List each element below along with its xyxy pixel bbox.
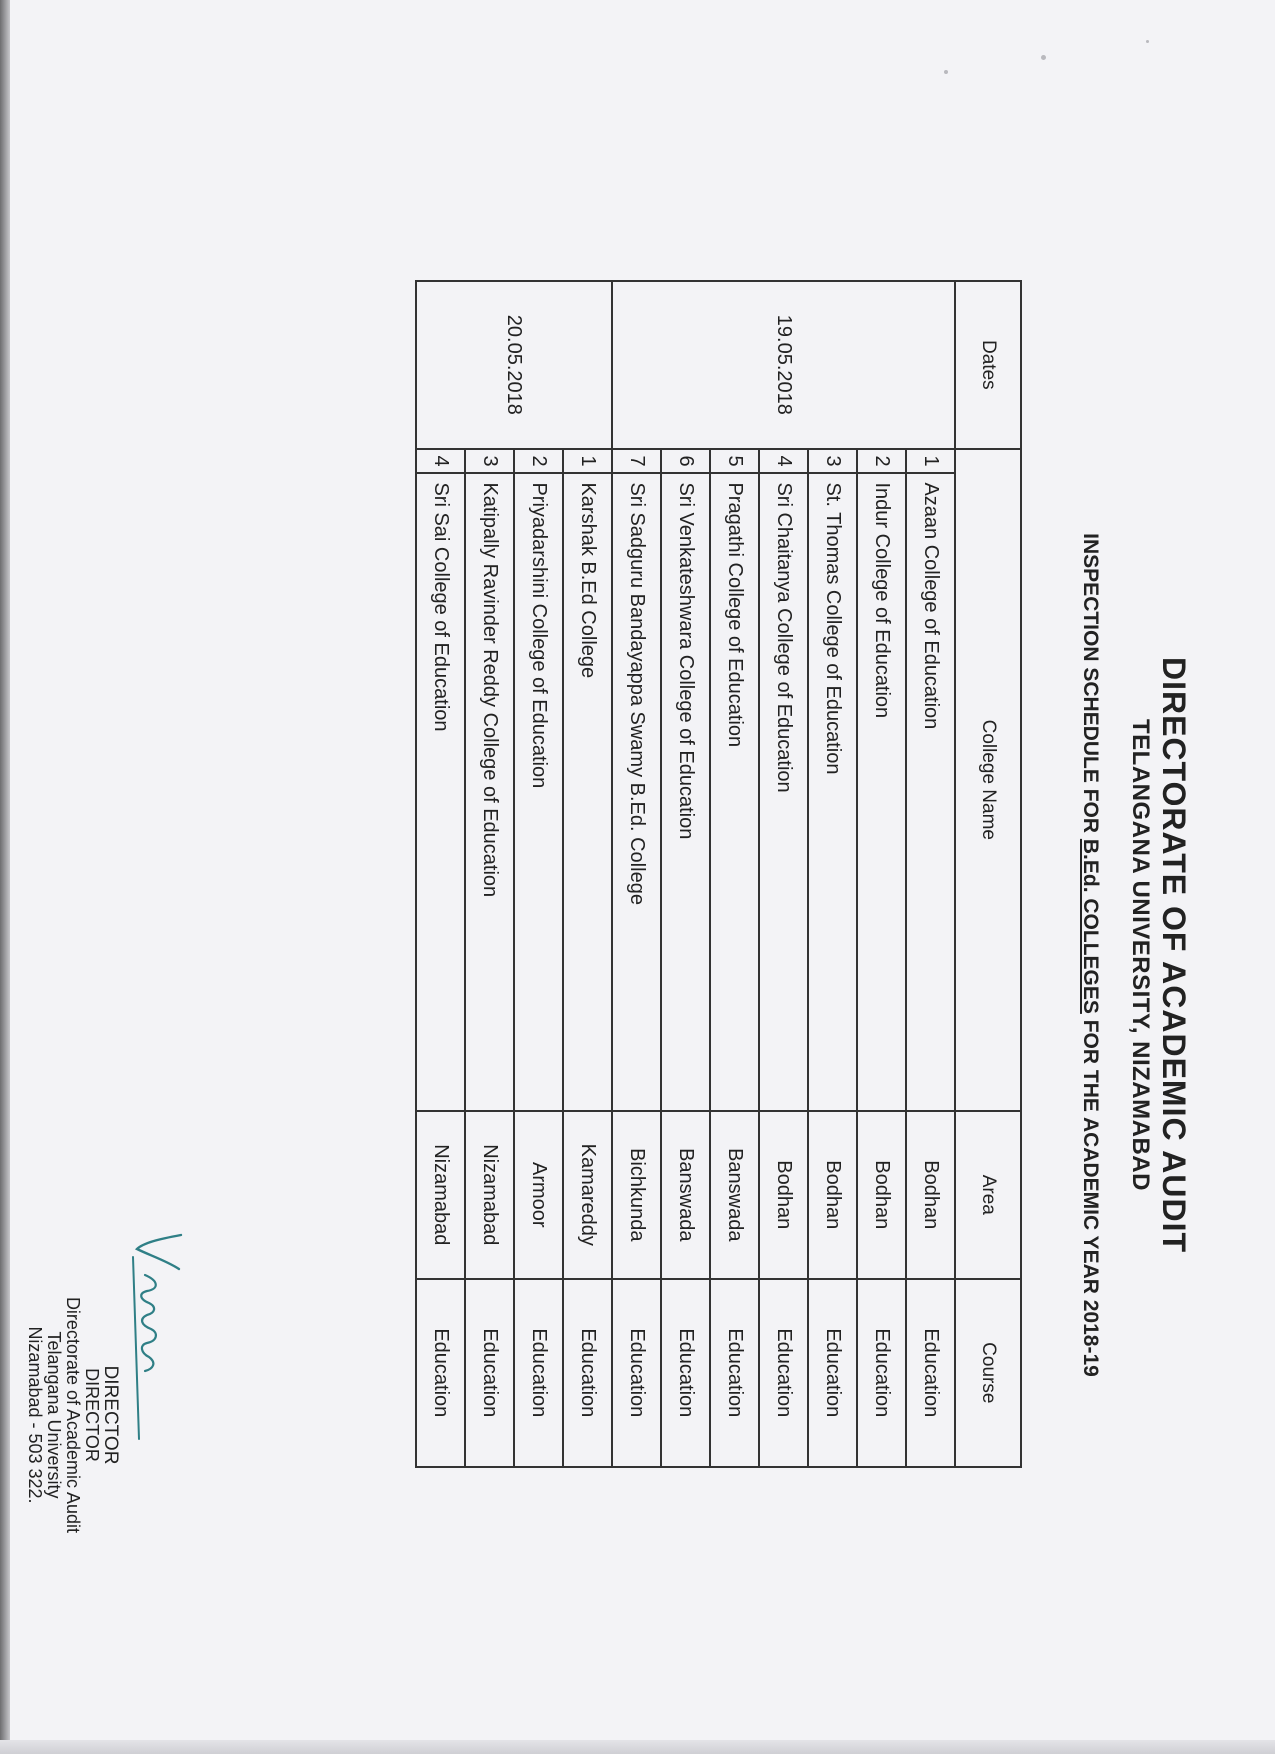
directorate-title: DIRECTORATE OF ACADEMIC AUDIT — [1156, 656, 1192, 1254]
college-name: Indur College of Education — [857, 473, 906, 1111]
schedule-heading-prefix: INSPECTION SCHEDULE FOR — [1079, 533, 1102, 839]
college-name: Katipally Ravinder Reddy College of Education — [465, 473, 514, 1111]
table-row — [808, 281, 857, 1467]
schedule-heading-underlined: B.Ed. COLLEGES — [1079, 838, 1102, 1014]
college-name: Sri Sadguru Bandayappa Swamy B.Ed. College — [612, 473, 661, 1111]
area: Banswada — [710, 1111, 759, 1279]
course: Education — [416, 1279, 465, 1467]
course: Education — [661, 1279, 710, 1467]
table-row — [416, 281, 465, 1467]
serial-number: 3 — [465, 449, 514, 474]
course: Education — [710, 1279, 759, 1467]
area: Nizamabad — [416, 1111, 465, 1279]
college-name: Sri Venkateshwara College of Education — [661, 473, 710, 1111]
university-title: TELANGANA UNIVERSITY, NIZAMABAD — [1127, 719, 1154, 1191]
course: Education — [514, 1279, 563, 1467]
table-row — [661, 281, 710, 1467]
area: Bichkunda — [612, 1111, 661, 1279]
serial-number: 5 — [710, 449, 759, 474]
serial-number: 6 — [661, 449, 710, 474]
stamp-line: Directorate of Academic Audit — [63, 1296, 83, 1534]
inspection-schedule-table — [415, 280, 1022, 1468]
serial-number: 2 — [514, 449, 563, 474]
table-row — [906, 281, 955, 1467]
serial-number: 7 — [612, 449, 661, 474]
college-name: Azaan College of Education — [906, 473, 955, 1111]
serial-number: 2 — [857, 449, 906, 474]
handwritten-signature — [129, 1217, 189, 1457]
serial-number: 4 — [759, 449, 808, 474]
table-row — [759, 281, 808, 1467]
area: Armoor — [514, 1111, 563, 1279]
stamp-line: Nizamabad - 503 322. — [25, 1326, 45, 1504]
scan-edge — [0, 0, 10, 1754]
college-name: Priyadarshini College of Education — [514, 473, 563, 1111]
serial-number: 1 — [563, 449, 612, 474]
dust-speck — [944, 70, 948, 74]
course: Education — [759, 1279, 808, 1467]
director-stamp — [25, 1295, 120, 1535]
date-cell-day2: 20.05.2018 — [416, 281, 612, 449]
area-header: Area — [955, 1111, 1021, 1279]
area: Banswada — [661, 1111, 710, 1279]
area: Kamareddy — [563, 1111, 612, 1279]
table-row — [465, 281, 514, 1467]
stamp-line: DIRECTOR — [82, 1368, 102, 1462]
serial-number: 1 — [906, 449, 955, 474]
dust-speck — [1041, 55, 1046, 60]
course: Education — [563, 1279, 612, 1467]
area: Nizamabad — [465, 1111, 514, 1279]
director-title: DIRECTOR — [100, 1365, 121, 1465]
schedule-heading — [1078, 205, 1102, 1705]
table-row — [514, 281, 563, 1467]
college-name: Sri Chaitanya College of Education — [759, 473, 808, 1111]
dates-header: Dates — [955, 281, 1021, 449]
schedule-heading-suffix: FOR THE ACADEMIC YEAR 2018-19 — [1079, 1013, 1102, 1377]
college-name: St. Thomas College of Education — [808, 473, 857, 1111]
rotated-document — [25, 205, 1202, 1705]
area: Bodhan — [759, 1111, 808, 1279]
dust-speck — [1146, 40, 1149, 43]
serial-number: 4 — [416, 449, 465, 474]
area: Bodhan — [857, 1111, 906, 1279]
course-header: Course — [955, 1279, 1021, 1467]
course: Education — [906, 1279, 955, 1467]
college-name: Karshak B.Ed College — [563, 473, 612, 1111]
stamp-line: Telangana University — [44, 1331, 64, 1499]
course: Education — [612, 1279, 661, 1467]
course: Education — [857, 1279, 906, 1467]
table-row — [710, 281, 759, 1467]
college-name-header: College Name — [955, 449, 1021, 1111]
college-name: Pragathi College of Education — [710, 473, 759, 1111]
table-row — [612, 281, 661, 1467]
table-row — [857, 281, 906, 1467]
area: Bodhan — [808, 1111, 857, 1279]
course: Education — [808, 1279, 857, 1467]
area: Bodhan — [906, 1111, 955, 1279]
scan-bottom-edge — [0, 1740, 1275, 1754]
course: Education — [465, 1279, 514, 1467]
serial-number: 3 — [808, 449, 857, 474]
college-name: Sri Sai College of Education — [416, 473, 465, 1111]
date-cell-day1: 19.05.2018 — [612, 281, 955, 449]
table-header-row — [955, 281, 1021, 1467]
table-row — [563, 281, 612, 1467]
